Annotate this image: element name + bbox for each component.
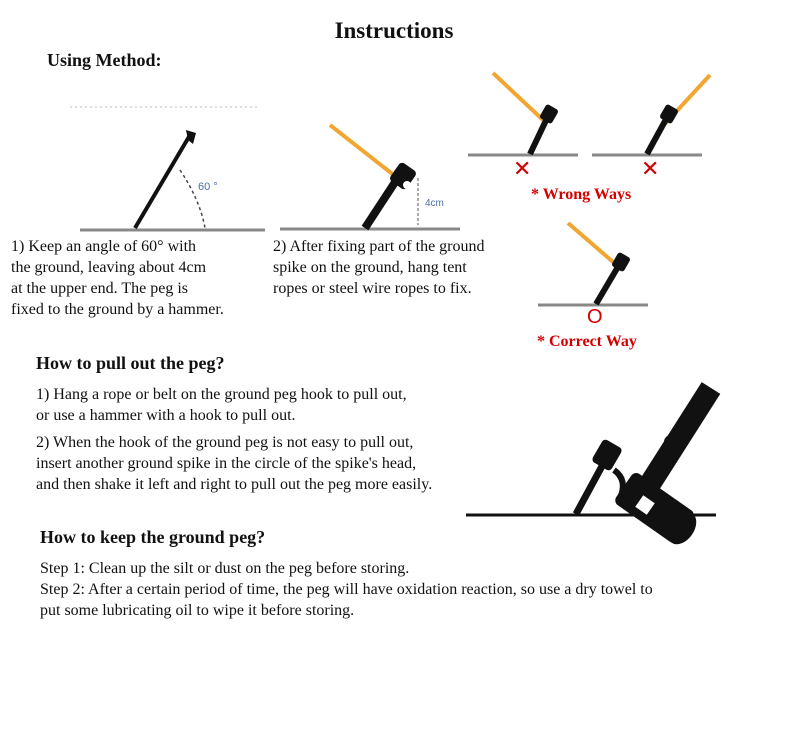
- wrong-mark-2: ✕: [641, 156, 660, 181]
- pull-out-item-2: 2) When the hook of the ground peg is not easy to pull out, insert another ground spike in the circle of the spike's head, and then shake it left and right to pull out the peg more easily.: [36, 434, 433, 493]
- step2-text: 2) After fixing part of the ground spike on the ground, hang tent ropes or steel wire ropes to fix.: [273, 238, 485, 297]
- correct-mark: O: [587, 306, 603, 328]
- hammer-pull-illustration: [466, 380, 716, 560]
- page-title: Instructions: [334, 18, 454, 43]
- pull-out-item-1: 1) Hang a rope or belt on the ground peg hook to pull out, or use a hammer with a hook to pull out.: [36, 386, 407, 424]
- rope-illustration: [275, 120, 465, 235]
- keep-step-2: Step 2: After a certain period of time, the peg will have oxidation reaction, so use a dry towel to put some lubricating oil to wipe it before storing.: [40, 581, 653, 619]
- correct-way-illustration: [538, 220, 650, 310]
- wrong-ways-label: * Wrong Ways: [531, 186, 632, 203]
- using-method-heading: Using Method:: [47, 50, 162, 70]
- keep-heading: How to keep the ground peg?: [40, 527, 266, 547]
- wrong-mark-1: ✕: [513, 156, 532, 181]
- keep-step-1: Step 1: Clean up the silt or dust on the peg before storing.: [40, 560, 410, 577]
- correct-way-label: * Correct Way: [537, 333, 637, 350]
- angle-illustration: [60, 100, 270, 240]
- height-label: 4cm: [425, 198, 444, 209]
- pull-out-heading: How to pull out the peg?: [36, 353, 225, 373]
- step1-text: 1) Keep an angle of 60° with the ground, leaving about 4cm at the upper end. The peg is fixed to the ground by a hammer.: [11, 238, 224, 318]
- angle-label: 60 °: [198, 181, 218, 193]
